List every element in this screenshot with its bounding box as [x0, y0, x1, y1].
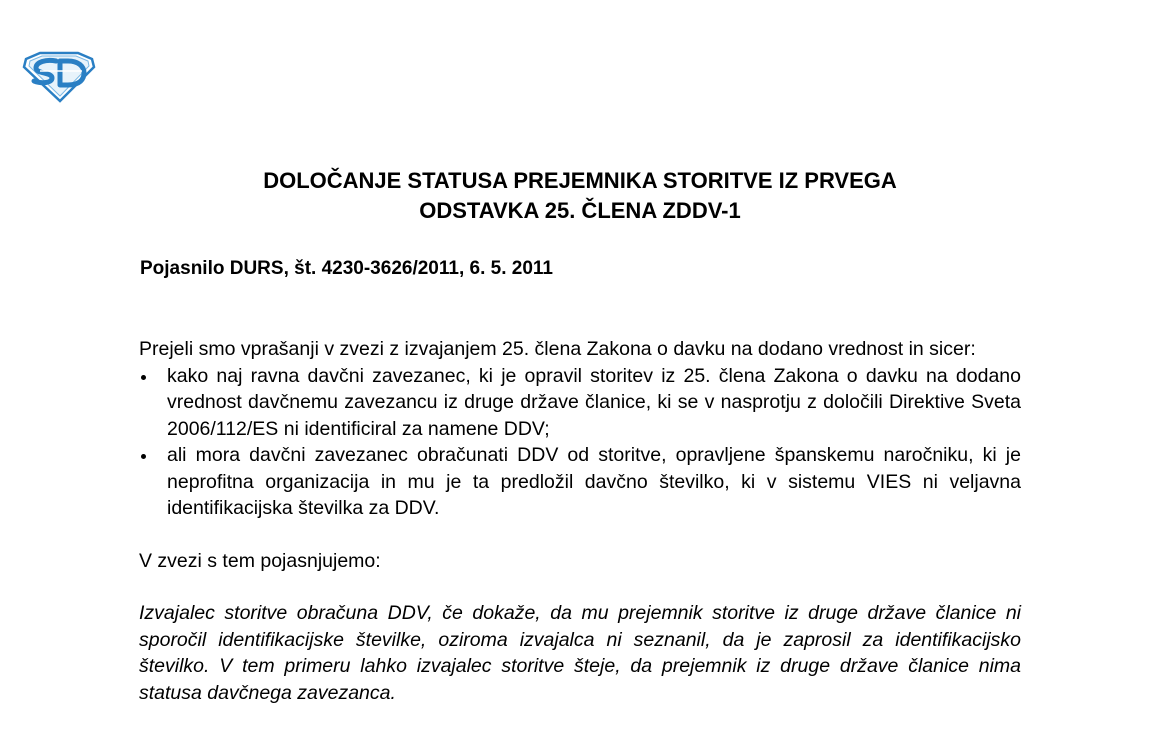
clarification-paragraph: Izvajalec storitve obračuna DDV, če dokaže, da mu prejemnik storitve iz druge države članice ni sporočil identifikacijske številke, oziroma izvajalca ni seznanil, da je zaprosil za identifikacijsko številko. V tem primeru lahko izvajalec storitve šteje, da prejemnik iz druge države članice nima statusa davčnega zavezanca. — [139, 602, 1021, 704]
intro-paragraph: Prejeli smo vprašanji v zvezi z izvajanjem 25. člena Zakona o davku na dodano vrednost in sicer: — [139, 338, 976, 360]
question-list — [139, 363, 1021, 522]
title-line-1: DOLOČANJE STATUSA PREJEMNIKA STORITVE IZ PRVEGA — [263, 168, 897, 193]
document-subtitle: Pojasnilo DURS, št. 4230-3626/2011, 6. 5. 2011 — [140, 258, 553, 279]
list-item-text: ali mora davčni zavezanec obračunati DDV od storitve, opravljene španskemu naročniku, ki je neprofitna organizacija in mu je ta predložil davčno številko, ki v sistemu VIES ni veljavna identifikacijska številka za DDV. — [167, 444, 1021, 519]
title-line-2: ODSTAVKA 25. ČLENA ZDDV-1 — [419, 198, 741, 223]
bullet-icon — [141, 454, 146, 459]
list-item-text: kako naj ravna davčni zavezanec, ki je opravil storitev iz 25. člena Zakona o davku na dodano vrednost davčnemu zavezancu iz druge države članice, ki se v nasprotju z določili Direktive Sveta 2006/112/ES ni identificiral za namene DDV; — [167, 364, 1021, 440]
sd-shield-logo-icon — [22, 51, 96, 103]
document-body — [139, 336, 1021, 706]
bullet-icon — [141, 375, 146, 380]
clarification-intro: V zvezi s tem pojasnjujemo: — [139, 549, 381, 572]
list-item — [139, 442, 1021, 522]
page-title — [140, 166, 1020, 226]
list-item — [139, 363, 1021, 443]
